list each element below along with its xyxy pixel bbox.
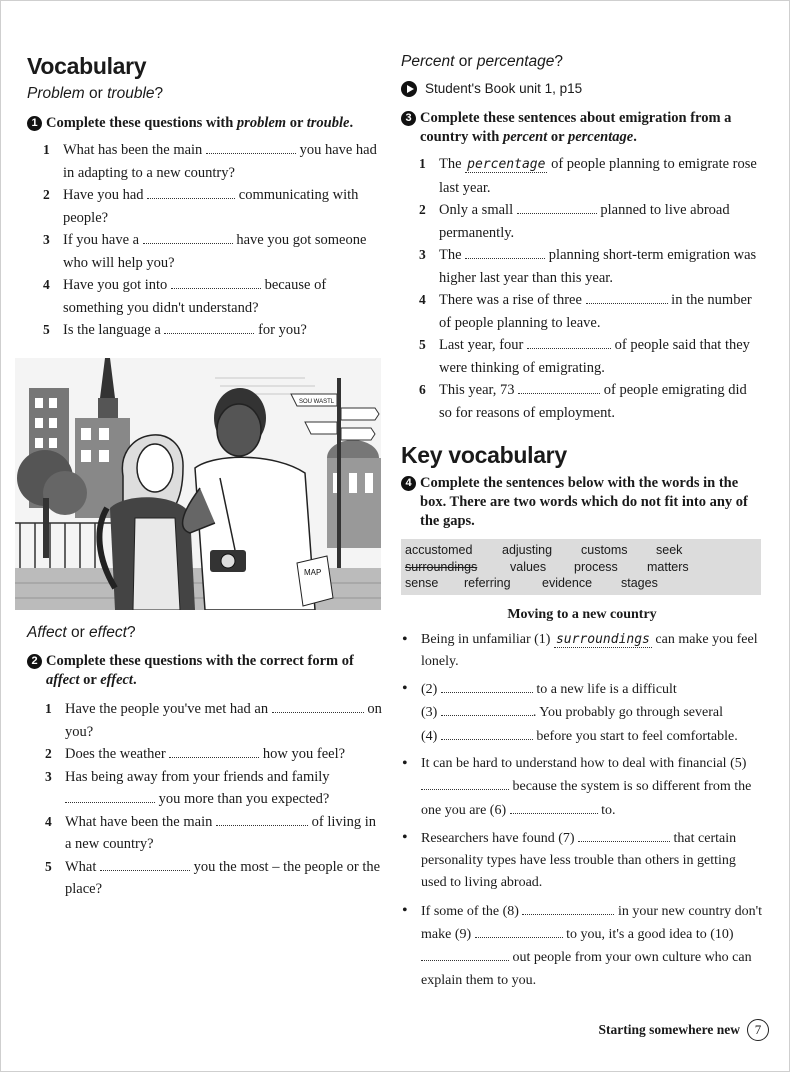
answer-blank[interactable] <box>441 701 533 716</box>
answer-blank[interactable] <box>522 900 614 915</box>
answer-blank[interactable] <box>169 743 259 758</box>
list-item: 2 Have you had communicating with people? <box>43 184 382 229</box>
affect-effect-subhead: Affect or effect? <box>27 624 136 641</box>
example-answer: surroundings <box>555 631 650 647</box>
word-box-item: referring <box>464 576 511 590</box>
word-box-item: accustomed <box>405 543 473 557</box>
word-box <box>401 539 761 595</box>
example-answer: percentage <box>467 157 546 172</box>
vocabulary-heading: Vocabulary <box>27 53 147 79</box>
list-item: 2 Only a small planned to live abroad permanently. <box>419 199 763 244</box>
word-box-item: sense <box>405 576 439 590</box>
answer-blank[interactable] <box>510 799 598 814</box>
passage-bullets <box>401 629 763 992</box>
word-box-item: values <box>510 559 547 574</box>
exercise-2-number: 2 <box>27 654 42 669</box>
list-item: • Researchers have found (7) that certain personality types have less trouble than others in getting used to living abroad. <box>401 827 763 895</box>
answer-blank[interactable] <box>65 788 155 803</box>
answer-blank[interactable] <box>518 379 600 394</box>
exercise-3-number: 3 <box>401 111 416 126</box>
left-column-lower <box>27 622 382 901</box>
percent-percentage-subhead: Percent or percentage? <box>401 53 564 70</box>
list-item: 5 What you the most – the people or the place? <box>45 856 382 901</box>
right-column <box>401 51 763 992</box>
answer-blank[interactable] <box>272 698 364 713</box>
passage-title: Moving to a new country <box>507 606 657 622</box>
answer-blank[interactable] <box>475 923 563 938</box>
list-item: • Being in unfamiliar (1) surroundings can make you feel lonely. <box>401 629 763 674</box>
answer-blank[interactable] <box>578 827 670 842</box>
street-scene-illustration <box>15 358 381 610</box>
list-item: 6 This year, 73 of people emigrating did so for reasons of employment. <box>419 379 763 424</box>
answer-blank[interactable] <box>143 229 233 244</box>
exercise-4-number: 4 <box>401 476 416 491</box>
answer-blank[interactable] <box>421 775 509 790</box>
list-item: 4 What have been the main of living in a new country? <box>45 811 382 856</box>
word-box-item: matters <box>647 559 689 574</box>
answer-blank[interactable] <box>171 274 261 289</box>
list-item: 3 Has being away from your friends and family you more than you expected? <box>45 768 330 807</box>
list-item: 1 What has been the main you have had in adapting to a new country? <box>43 139 382 184</box>
page-footer <box>599 1019 769 1041</box>
list-item: 1 The percentage of people planning to emigrate rose last year. <box>419 156 757 196</box>
exercise-2-list <box>27 698 382 901</box>
list-item: • (2) to a new life is a difficult (3) . You probably go through several (4) before you start to feel comfortable. <box>401 678 763 748</box>
footer-text: Starting somewhere new <box>598 1022 740 1037</box>
list-item: 4 Have you got into because of something you didn't understand? <box>43 274 382 319</box>
key-vocabulary-heading: Key vocabulary <box>401 442 567 468</box>
answer-blank[interactable] <box>164 319 254 334</box>
exercise-1-instruction: 1 Complete these questions with problem or trouble. <box>27 114 382 133</box>
word-box-item: customs <box>581 543 628 557</box>
exercise-2-instruction: 2 Complete these questions with the correct form of affect or effect. <box>27 652 382 690</box>
list-item: • It can be hard to understand how to deal with financial (5) because the system is so different from the one you are (6) to. <box>401 753 763 822</box>
play-icon <box>401 81 417 97</box>
word-box-item-used: surroundings <box>405 559 478 574</box>
answer-blank[interactable] <box>441 678 533 693</box>
word-box-item: process <box>574 559 618 574</box>
exercise-1-list <box>27 139 382 342</box>
answer-blank[interactable] <box>465 244 545 259</box>
word-box-item: adjusting <box>502 543 553 557</box>
students-book-reference: Student's Book unit 1, p15 <box>401 79 763 99</box>
exercise-4-instruction: 4 Complete the sentences below with the words in the box. There are two words which do not fit into any of the gaps. <box>401 474 763 531</box>
word-box-item: seek <box>656 543 683 557</box>
answer-blank[interactable] <box>527 334 611 349</box>
list-item: 4 There was a rise of three in the number of people planning to leave. <box>419 289 763 334</box>
page-number: 7 <box>747 1019 769 1041</box>
exercise-3-instruction: 3 Complete these sentences about emigration from a country with percent or percentage. <box>401 109 763 147</box>
answer-blank[interactable] <box>586 289 668 304</box>
answer-blank[interactable] <box>100 856 190 871</box>
list-item: 3 If you have a have you got someone who will help you? <box>43 229 382 274</box>
problem-trouble-subhead: Problem or trouble? <box>27 85 164 102</box>
answer-blank[interactable] <box>206 139 296 154</box>
exercise-3-list <box>401 153 763 424</box>
map-label: MAP <box>304 568 322 577</box>
answer-blank[interactable] <box>441 725 533 740</box>
word-box-item: evidence <box>542 576 593 590</box>
list-item: 1 Have the people you've met had an on you? <box>45 698 382 743</box>
word-box-item: stages <box>621 576 658 590</box>
list-item: 3 The planning short-term emigration was higher last year than this year. <box>419 244 763 289</box>
list-item: 5 Is the language a for you? <box>43 319 382 342</box>
exercise-1-number: 1 <box>27 116 42 131</box>
answer-blank[interactable] <box>147 184 235 199</box>
answer-blank[interactable] <box>216 811 308 826</box>
list-item: 2 Does the weather how you feel? <box>45 743 382 766</box>
signpost-text: SOU WASTL <box>299 399 335 405</box>
list-item: 5 Last year, four of people said that they were thinking of emigrating. <box>419 334 763 379</box>
answer-blank[interactable] <box>421 946 509 961</box>
left-column <box>27 51 382 342</box>
list-item: • If some of the (8) in your new country don't make (9) to you, it's a good idea to (10) out people from your own culture who can explain them to you. <box>401 900 763 992</box>
answer-blank[interactable] <box>517 199 597 214</box>
